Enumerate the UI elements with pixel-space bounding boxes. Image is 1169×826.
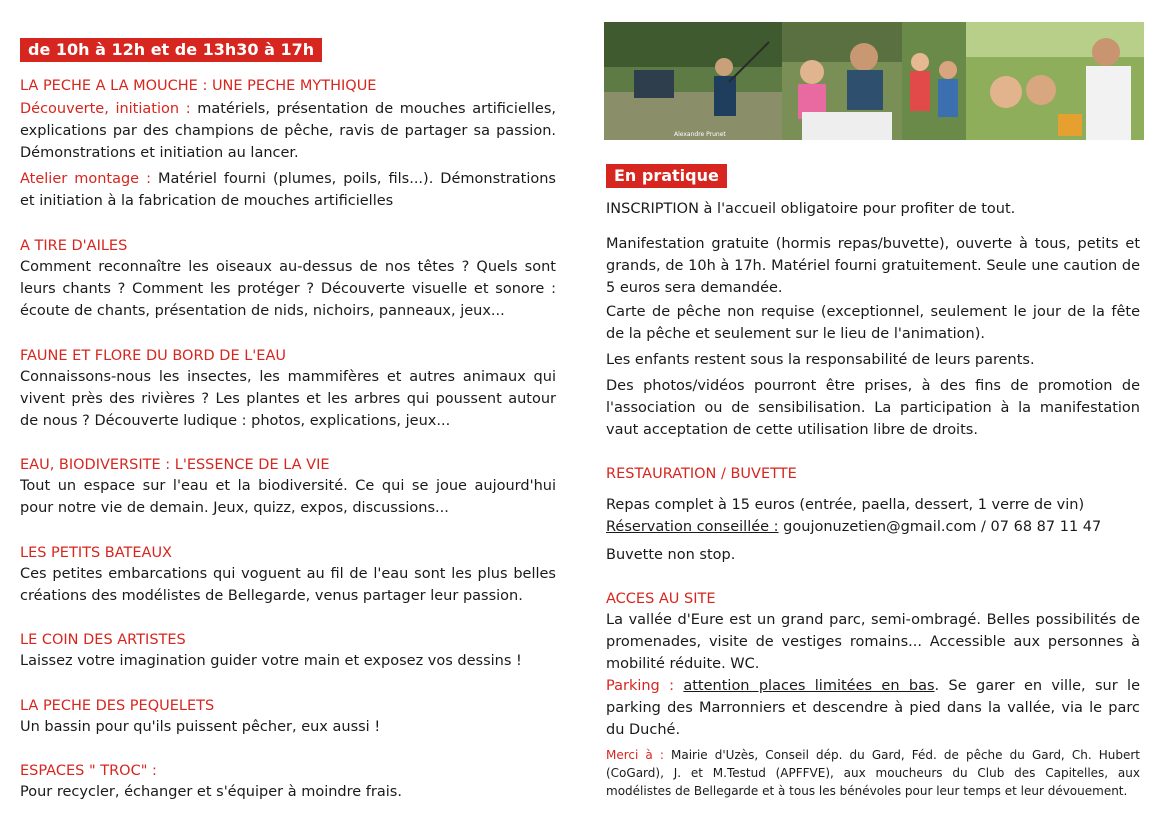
- inline-label: Merci à :: [606, 748, 664, 762]
- inline-text: Mairie d'Uzès, Conseil dép. du Gard, Féd. de pêche du Gard, Ch. Hubert (CoGard), J. et M.Testud (APFFVE), aux moucheurs du Club des Capitelles, aux modélistes de Bellegarde et à tous les bénévoles pour leur temps et leur dévouement.: [606, 748, 1140, 798]
- parking-text: [606, 675, 1140, 741]
- section-title: ESPACES " TROC" :: [20, 763, 157, 779]
- mouche-decouverte: [20, 98, 556, 164]
- section-title: FAUNE ET FLORE DU BORD DE L'EAU: [20, 348, 286, 364]
- inline-label: Découverte, initiation :: [20, 101, 191, 117]
- photo-collage: [604, 22, 1144, 140]
- section-faune: [20, 346, 556, 432]
- section-troc: [20, 761, 556, 803]
- inline-text: Matériel fourni (plumes, poils, fils...). Démonstrations et initiation à la fabrication de mouches artificielles: [20, 171, 556, 209]
- section-ailes: [20, 236, 556, 322]
- section-title: EAU, BIODIVERSITE : L'ESSENCE DE LA VIE: [20, 457, 330, 473]
- section-text: Ces petites embarcations qui voguent au fil de l'eau sont les plus belles créations des modélistes de Bellegarde, venus partager leur passion.: [20, 566, 556, 604]
- section-text: Connaissons-nous les insectes, les mammifères et autres animaux qui vivent près des rivières ? Les plantes et les arbres qui poussent autour de nous ? Découverte ludique : photos, explications, jeux...: [20, 369, 556, 429]
- section-text: Pour recycler, échanger et s'équiper à moindre frais.: [20, 784, 402, 800]
- pratique-banner: En pratique: [606, 164, 727, 188]
- section-title: LE COIN DES ARTISTES: [20, 632, 186, 648]
- carte-peche-text: Carte de pêche non requise (exceptionnel, seulement le jour de la fête de la pêche et seulement sur le lieu de l'animation).: [606, 304, 1140, 342]
- inscription-text: INSCRIPTION à l'accueil obligatoire pour profiter de tout.: [606, 201, 1016, 217]
- children-group-photo: [902, 22, 966, 140]
- section-text: Laissez votre imagination guider votre main et exposez vos dessins !: [20, 653, 522, 669]
- inline-text: matériels, présentation de mouches artificielles, explications par des champions de pêche, ravis de partager sa passion. Démonstrations et initiation au lancer.: [20, 101, 556, 161]
- reservation-line: [606, 516, 1140, 538]
- section-text: Tout un espace sur l'eau et la biodiversité. Ce qui se joue aujourd'hui pour notre vie de demain. Jeux, quizz, expos, discussions...: [20, 478, 556, 516]
- merci-text: [606, 746, 1140, 800]
- inline-label: Réservation conseillée :: [606, 519, 779, 535]
- section-title: LA PECHE A LA MOUCHE : UNE PECHE MYTHIQUE: [20, 78, 377, 94]
- section-title: LES PETITS BATEAUX: [20, 545, 172, 561]
- section-artistes: [20, 630, 556, 672]
- inline-label: Atelier montage :: [20, 171, 151, 187]
- hours-banner: de 10h à 12h et de 13h30 à 17h: [20, 38, 322, 62]
- inline-label: Parking :: [606, 678, 674, 694]
- section-restauration: [606, 464, 1140, 566]
- photo-credit: Alexandre Prunet: [674, 131, 726, 138]
- acces-text: La vallée d'Eure est un grand parc, semi-ombragé. Belles possibilités de promenades, visite de vestiges romains... Accessible aux personnes à mobilité réduite. WC.: [606, 612, 1140, 672]
- section-acces: [606, 589, 1140, 741]
- inline-underlined: attention places limitées en bas: [683, 678, 935, 694]
- section-title: LA PECHE DES PEQUELETS: [20, 698, 215, 714]
- buvette-text: Buvette non stop.: [606, 547, 736, 563]
- section-pequelets: [20, 696, 556, 738]
- enfants-text: Les enfants restent sous la responsabilité de leurs parents.: [606, 352, 1035, 368]
- children-drawing-photo: [782, 22, 902, 140]
- section-text: Un bassin pour qu'ils puissent pêcher, eux aussi !: [20, 719, 381, 735]
- section-title: ACCES AU SITE: [606, 591, 716, 607]
- section-title: RESTAURATION / BUVETTE: [606, 466, 797, 482]
- section-text: Comment reconnaître les oiseaux au-dessus de nos têtes ? Quels sont leurs chants ? Comment les protéger ? Découverte visuelle et sonore : écoute de chants, présentation de nids, nichoirs, panneaux, jeux...: [20, 259, 556, 319]
- manifestation-text: Manifestation gratuite (hormis repas/buvette), ouverte à tous, petits et grands, de 10h à 17h. Matériel fourni gratuitement. Seule une caution de 5 euros sera demandée.: [606, 236, 1140, 296]
- repas-text: Repas complet à 15 euros (entrée, paella, dessert, 1 verre de vin): [606, 497, 1085, 513]
- section-mouche: [20, 76, 556, 212]
- section-eau: [20, 455, 556, 519]
- inline-text: . Se garer en ville, sur le parking des Marronniers et descendre à pied dans la vallée, via le parc du Duché.: [606, 678, 1140, 738]
- inline-text: goujonuzetien@gmail.com / 07 68 87 11 47: [778, 519, 1102, 535]
- section-bateaux: [20, 543, 556, 607]
- mouche-atelier: [20, 168, 556, 212]
- section-title: A TIRE D'AILES: [20, 238, 128, 254]
- fishing-scene-photo: [604, 22, 782, 140]
- photos-text: Des photos/vidéos pourront être prises, à des fins de promotion de l'association ou de sensibilisation. La participation à la manifestation vaut acceptation de cette utilisation libre de droits.: [606, 378, 1140, 438]
- children-jar-photo: [966, 22, 1144, 140]
